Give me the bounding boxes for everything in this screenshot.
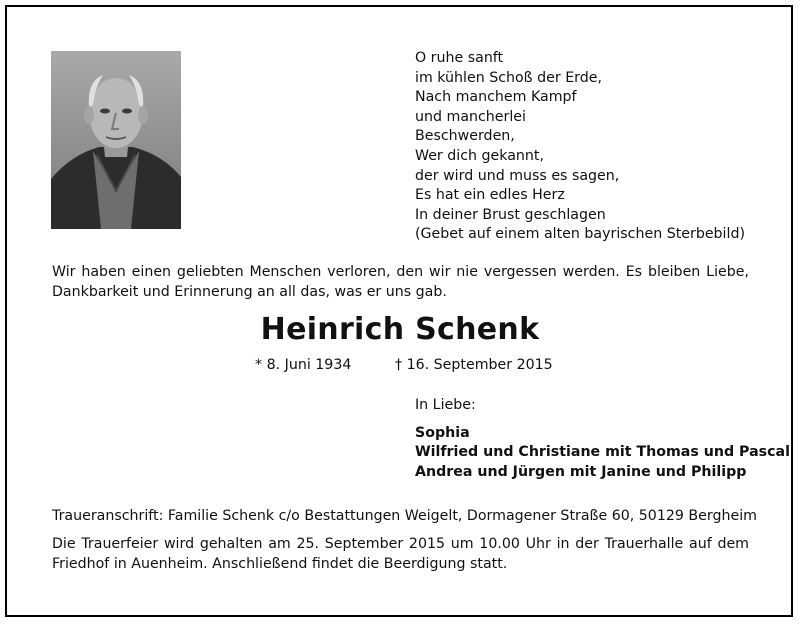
poem-line: Nach manchem Kampf	[415, 89, 577, 106]
mourner-name: Andrea und Jürgen mit Janine und Philipp	[415, 463, 747, 480]
mourners-label: In Liebe:	[415, 397, 476, 413]
poem-line: Es hat ein edles Herz	[415, 187, 565, 204]
mourners-block	[415, 396, 790, 482]
birth-date: * 8. Juni 1934	[255, 357, 352, 373]
poem-line: In deiner Brust geschlagen	[415, 206, 606, 223]
poem-line: der wird und muss es sagen,	[415, 167, 620, 184]
deceased-name: Heinrich Schenk	[260, 312, 540, 347]
mourner-name: Sophia	[415, 424, 470, 441]
death-date: † 16. September 2015	[395, 357, 553, 373]
intro-paragraph: Wir haben einen geliebten Menschen verloren, den wir nie vergessen werden. Es bleiben Liebe, Dankbarkeit und Erinnerung an all das, was er uns gab.	[52, 264, 749, 300]
poem-line: Wer dich gekannt,	[415, 147, 544, 164]
mourning-address: Traueranschrift: Familie Schenk c/o Bestattungen Weigelt, Dormagener Straße 60, 50129 Bergheim	[52, 508, 757, 524]
ceremony-info: Die Trauerfeier wird gehalten am 25. September 2015 um 10.00 Uhr in der Trauerhalle auf dem Friedhof in Auenheim. Anschließend findet die Beerdigung statt.	[52, 536, 749, 572]
poem-line: im kühlen Schoß der Erde,	[415, 69, 603, 86]
poem	[415, 49, 745, 245]
mourner-name: Wilfried und Christiane mit Thomas und Pascal	[415, 444, 790, 460]
poem-line: und mancherlei	[415, 108, 526, 125]
poem-line: (Gebet auf einem alten bayrischen Sterbebild)	[415, 226, 745, 243]
poem-line: Beschwerden,	[415, 128, 515, 145]
portrait-photo	[51, 51, 181, 229]
poem-line: O ruhe sanft	[415, 50, 504, 66]
